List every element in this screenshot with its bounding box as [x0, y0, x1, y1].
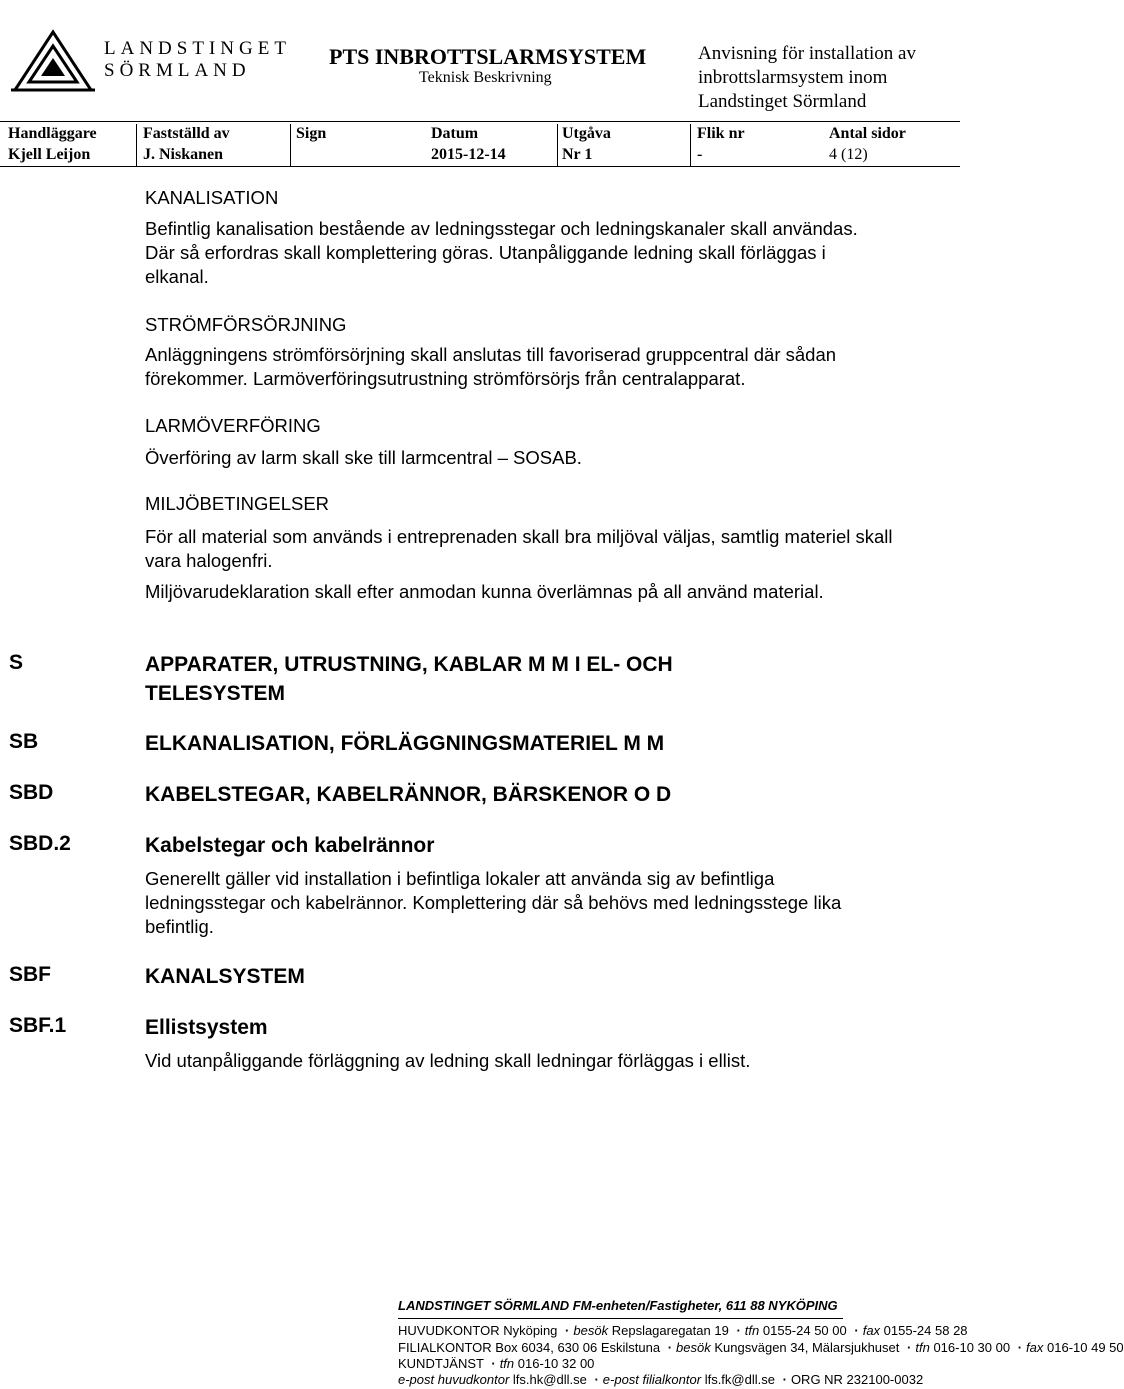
footer-title: LANDSTINGET SÖRMLAND FM-enheten/Fastigheter, 611 88 NYKÖPING: [398, 1298, 838, 1313]
header-rule-bottom: [0, 166, 960, 167]
larmoverforing-text: Överföring av larm skall ske till larmcentral – SOSAB.: [145, 447, 582, 468]
miljobetingelser-title: MILJÖBETINGELSER: [145, 493, 330, 514]
flik-value: -: [697, 146, 703, 163]
stromforsorjning-text: Anläggningens strömförsörjning skall anslutas till favoriserad gruppcentral där sådan förekommer. Larmöverföringsutrustning strömförsörjs från centralapparat.: [145, 344, 837, 389]
datum-value: 2015-12-14: [431, 146, 506, 163]
section-heading: Kabelstegar och kabelrännor: [145, 834, 435, 857]
meta-divider: [136, 124, 137, 166]
section-heading: KANALSYSTEM: [145, 965, 305, 988]
kanalisation-text: Befintlig kanalisation bestående av ledningsstegar och ledningskanaler skall användas. Där så erfordras skall komplettering göras. Utanpåliggande ledning skall förläggas i elkanal.: [145, 218, 858, 287]
email-link-filialkontor[interactable]: lfs.fk@dll.se: [704, 1372, 775, 1387]
section-code: SBD: [9, 781, 54, 804]
larmoverforing-title: LARMÖVERFÖRING: [145, 415, 321, 436]
section-code: SBF.1: [9, 1014, 67, 1037]
antal-sidor-value: 4 (12): [829, 146, 868, 163]
meta-divider: [557, 124, 558, 166]
section-code: SB: [9, 730, 39, 753]
sign-label: Sign: [296, 125, 327, 142]
footer-kundtjanst: KUNDTJÄNST · tfn 016-10 32 00: [398, 1356, 595, 1371]
sbd2-text: Generellt gäller vid installation i befintliga lokaler att använda sig av befintliga ledningsstegar och kabelrännor. Komplettering där så behövs med ledningsstege lika befintlig.: [145, 868, 842, 937]
landstinget-logo: [7, 24, 99, 94]
footer-epost: e-post huvudkontor lfs.hk@dll.se · e-post filialkontor lfs.fk@dll.se · ORG NR 232100-0032: [398, 1372, 924, 1387]
meta-divider: [690, 124, 691, 166]
section-code: SBD.2: [9, 832, 71, 855]
flik-label: Flik nr: [697, 125, 745, 142]
utgava-value: Nr 1: [562, 146, 593, 163]
document-title: PTS INBROTTSLARMSYSTEM: [329, 44, 647, 69]
meta-divider: [290, 124, 291, 166]
faststalld-value: J. Niskanen: [143, 146, 224, 163]
org-name: LANDSTINGET SÖRMLAND: [104, 38, 291, 81]
document-description: Anvisning för installation av inbrottslarmsystem inom Landstinget Sörmland: [698, 43, 916, 112]
section-code: SBF: [9, 963, 51, 986]
miljobetingelser-text-1: För all material som används i entreprenaden skall bra miljöval väljas, samtlig materiel skall vara halogenfri.: [145, 526, 893, 571]
sbf1-text: Vid utanpåliggande förläggning av ledning skall ledningar förläggas i ellist.: [145, 1050, 751, 1071]
footer-huvudkontor: HUVUDKONTOR Nyköping · besök Repslagaregatan 19 · tfn 0155-24 50 00 · fax 0155-24 58 28: [398, 1323, 968, 1338]
footer-rule: [398, 1318, 843, 1319]
utgava-label: Utgåva: [562, 125, 611, 142]
footer-filialkontor: FILIALKONTOR Box 6034, 630 06 Eskilstuna · besök Kungsvägen 34, Mälarsjukhuset · tfn 016-10 30 00 · fax 016-10 49 50: [398, 1340, 1124, 1355]
email-link-huvudkontor[interactable]: lfs.hk@dll.se: [512, 1372, 587, 1387]
stromforsorjning-title: STRÖMFÖRSÖRJNING: [145, 314, 347, 335]
document-subtitle: Teknisk Beskrivning: [419, 69, 552, 86]
kanalisation-title: KANALISATION: [145, 187, 279, 208]
section-heading: APPARATER, UTRUSTNING, KABLAR M M I EL- OCH TELESYSTEM: [145, 653, 673, 705]
faststalld-label: Fastställd av: [143, 125, 230, 142]
section-heading: ELKANALISATION, FÖRLÄGGNINGSMATERIEL M M: [145, 732, 665, 755]
section-heading: Ellistsystem: [145, 1016, 268, 1039]
header-rule-top: [0, 121, 960, 122]
datum-label: Datum: [431, 125, 479, 142]
section-code: S: [9, 651, 24, 674]
handlaggare-value: Kjell Leijon: [8, 146, 91, 163]
miljobetingelser-text-2: Miljövarudeklaration skall efter anmodan kunna överlämnas på all använd material.: [145, 581, 824, 602]
antal-sidor-label: Antal sidor: [829, 125, 906, 142]
handlaggare-label: Handläggare: [8, 125, 97, 142]
section-heading: KABELSTEGAR, KABELRÄNNOR, BÄRSKENOR O D: [145, 783, 672, 806]
